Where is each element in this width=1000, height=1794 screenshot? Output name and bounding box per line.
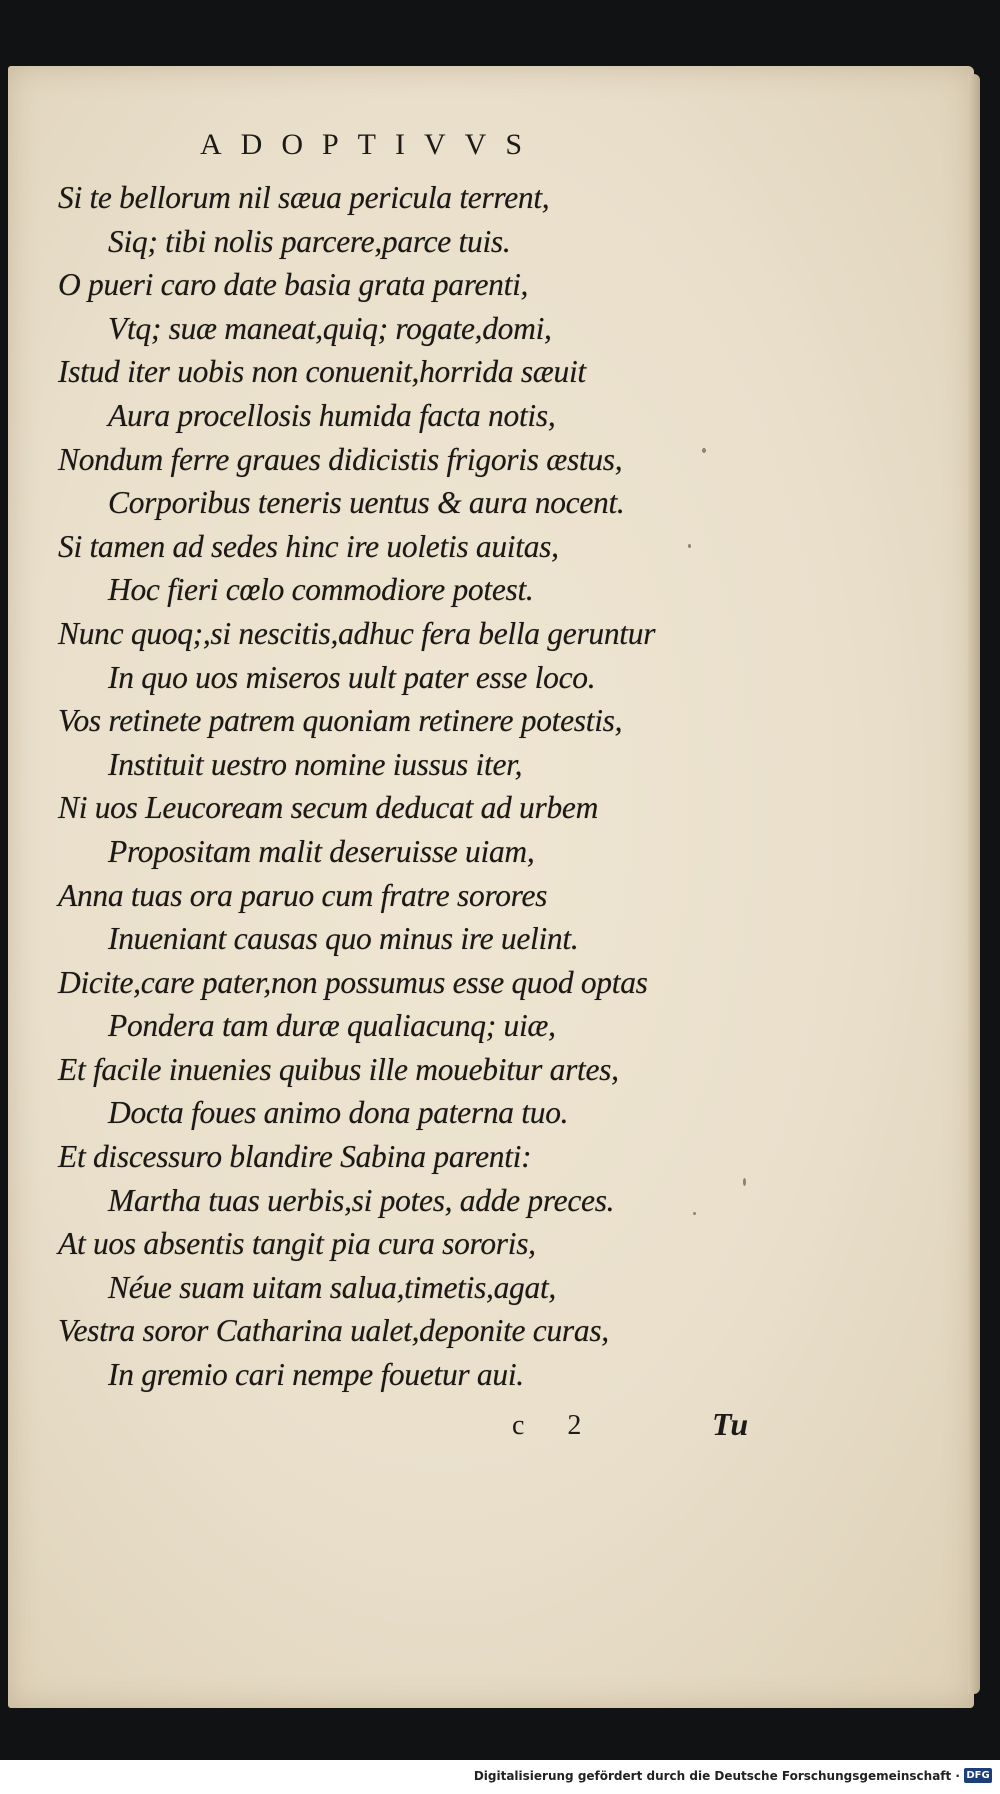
verse-line: Docta foues animo dona paterna tuo. bbox=[108, 1095, 569, 1131]
paper-speck bbox=[693, 1212, 696, 1215]
verse-line: Si tamen ad sedes hinc ire uoletis auitas, bbox=[58, 528, 559, 564]
verse-line: At uos absentis tangit pia cura sororis, bbox=[58, 1226, 536, 1262]
verse-line: Aura procellosis humida facta notis, bbox=[108, 397, 556, 433]
running-head: ADOPTIVVS bbox=[200, 128, 542, 161]
verse-line: Si te bellorum nil sæua pericula terrent, bbox=[58, 180, 550, 215]
verse-line: Corporibus teneris uentus & aura nocent. bbox=[108, 485, 625, 521]
page-edge bbox=[968, 74, 980, 1694]
verse-line: Pondera tam duræ qualiacunq; uiæ, bbox=[108, 1008, 556, 1044]
funding-credit: Digitalisierung gefördert durch die Deutsche Forschungsgemeinschaft · bbox=[473, 1769, 960, 1783]
verse-line: Nondum ferre graues didicistis frigoris æstus, bbox=[58, 441, 623, 477]
verse-line: Ni uos Leucoream secum deducat ad urbem bbox=[58, 790, 599, 826]
verse-line: Instituit uestro nomine iussus iter, bbox=[108, 746, 523, 782]
verse-line: Anna tuas ora paruo cum fratre sorores bbox=[58, 877, 548, 913]
verse-line: Vos retinete patrem quoniam retinere potestis, bbox=[58, 703, 623, 739]
verse-line: Néue suam uitam salua,timetis,agat, bbox=[108, 1269, 556, 1305]
catchword: Tu bbox=[712, 1406, 749, 1442]
paper-speck bbox=[702, 448, 706, 453]
verse-line: O pueri caro date basia grata parenti, bbox=[58, 267, 529, 303]
verse-line: In gremio cari nempe fouetur aui. bbox=[108, 1357, 524, 1393]
verse-line: Nunc quoq;,si nescitis,adhuc fera bella geruntur bbox=[58, 615, 656, 651]
paper-speck bbox=[688, 544, 691, 548]
verse-line: Et facile inuenies quibus ille mouebitur artes, bbox=[58, 1051, 619, 1087]
verse-line: Et discessuro blandire Sabina parenti: bbox=[58, 1139, 532, 1175]
verse-line: Vtq; suæ maneat,quiq; rogate,domi, bbox=[108, 310, 552, 346]
verse-line: Vestra soror Catharina ualet,deponite curas, bbox=[58, 1313, 609, 1349]
verse-line: Dicite,care pater,non possumus esse quod optas bbox=[58, 964, 648, 1000]
verse-line: Hoc fieri cœlo commodiore potest. bbox=[108, 572, 534, 608]
verse-text bbox=[58, 176, 655, 1397]
paper-speck bbox=[743, 1178, 746, 1186]
verse-line: Siq; tibi nolis parcere,parce tuis. bbox=[108, 223, 511, 259]
dfg-logo: DFG bbox=[964, 1768, 992, 1783]
signature-mark: c 2 bbox=[512, 1410, 600, 1441]
verse-line: Inueniant causas quo minus ire uelint. bbox=[108, 921, 579, 957]
verse-line: In quo uos miseros uult pater esse loco. bbox=[108, 659, 596, 695]
footer-bar bbox=[0, 1760, 1000, 1794]
verse-line: Martha tuas uerbis,si potes, adde preces. bbox=[108, 1182, 615, 1218]
verse-line: Istud iter uobis non conuenit,horrida sæuit bbox=[58, 354, 586, 390]
verse-line: Propositam malit deseruisse uiam, bbox=[108, 833, 535, 869]
